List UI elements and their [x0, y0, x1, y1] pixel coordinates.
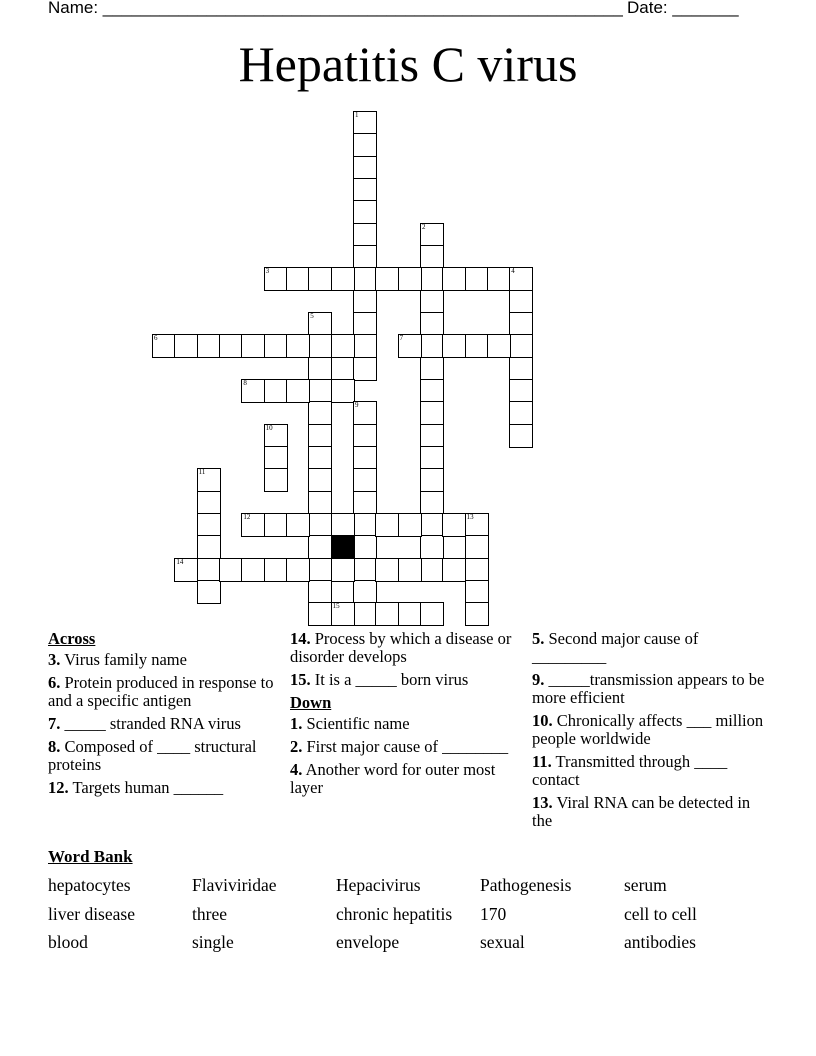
crossword-cell[interactable] [353, 334, 377, 358]
crossword-cell[interactable] [264, 446, 288, 470]
clue-number: 9 [354, 401, 359, 410]
crossword-cell[interactable] [353, 290, 377, 314]
word-bank-item: single [192, 932, 234, 952]
crossword-cell[interactable] [331, 513, 355, 537]
crossword-cell[interactable] [308, 446, 332, 470]
crossword-cell[interactable] [442, 513, 466, 537]
crossword-cell[interactable] [509, 424, 533, 448]
crossword-cell[interactable] [465, 558, 489, 582]
crossword-cell[interactable] [420, 468, 444, 492]
crossword-cell[interactable] [197, 334, 221, 358]
crossword-cell[interactable] [420, 401, 444, 425]
crossword-cell[interactable] [241, 513, 265, 537]
crossword-cell[interactable] [219, 334, 243, 358]
crossword-cell[interactable] [308, 401, 332, 425]
crossword-cell[interactable] [375, 267, 399, 291]
clue-down-13: 13. Viral RNA can be detected in the [532, 793, 751, 830]
crossword-cell[interactable] [264, 558, 288, 582]
crossword-cell[interactable] [509, 357, 533, 381]
word-bank-title: Word Bank [48, 847, 133, 866]
clue-across-7: 7. _____ stranded RNA virus [48, 714, 241, 733]
crossword-cell[interactable] [308, 580, 332, 604]
clue-down-5: 5. Second major cause of _________ [532, 629, 699, 666]
crossword-cell[interactable] [353, 111, 377, 135]
crossword-cell[interactable] [420, 223, 444, 247]
crossword-cell[interactable] [308, 357, 332, 381]
crossword-cell[interactable] [420, 267, 444, 291]
clue-number: 11 [198, 468, 206, 477]
crossword-cell[interactable] [353, 133, 377, 157]
crossword-cell[interactable] [487, 267, 511, 291]
crossword-cell[interactable] [241, 558, 265, 582]
crossword-cell[interactable] [420, 602, 444, 626]
word-bank-item: sexual [480, 932, 525, 952]
crossword-cell[interactable] [331, 267, 355, 291]
crossword-cell[interactable] [152, 334, 176, 358]
crossword-cell[interactable] [197, 513, 221, 537]
crossword-cell[interactable] [509, 334, 533, 358]
crossword-cell[interactable] [353, 200, 377, 224]
crossword-cell[interactable] [331, 602, 355, 626]
crossword-cell[interactable] [465, 580, 489, 604]
crossword-cell[interactable] [197, 468, 221, 492]
crossword-cell[interactable] [286, 513, 310, 537]
name-field[interactable]: Name: _______________________________________________________ [48, 0, 623, 17]
crossword-cell[interactable] [398, 334, 422, 358]
clue-across-3: 3. Virus family name [48, 650, 187, 669]
crossword-cell[interactable] [264, 513, 288, 537]
clue-across-15: 15. It is a _____ born virus [290, 670, 469, 689]
crossword-cell[interactable] [398, 267, 422, 291]
crossword-cell[interactable] [420, 379, 444, 403]
crossword-cell[interactable] [420, 357, 444, 381]
crossword-cell[interactable] [308, 491, 332, 515]
word-bank-item: cell to cell [624, 904, 697, 924]
clue-number: 13 [466, 512, 474, 521]
crossword-cell[interactable] [353, 401, 377, 425]
word-bank-item: hepatocytes [48, 875, 131, 895]
word-bank-item: Flaviviridae [192, 875, 277, 895]
crossword-cell[interactable] [465, 535, 489, 559]
clue-number: 7 [399, 334, 404, 343]
crossword-cell[interactable] [375, 513, 399, 537]
crossword-cell[interactable] [197, 558, 221, 582]
clue-number: 10 [265, 423, 273, 432]
crossword-cell[interactable] [331, 558, 355, 582]
crossword-cell[interactable] [509, 401, 533, 425]
across-heading: Across [48, 629, 96, 648]
crossword-cell[interactable] [308, 535, 332, 559]
crossword-cell[interactable] [197, 491, 221, 515]
crossword-cell[interactable] [308, 558, 332, 582]
clue-across-8: 8. Composed of ____ structural proteins [48, 737, 257, 774]
crossword-cell[interactable] [353, 156, 377, 180]
crossword-cell[interactable] [286, 267, 310, 291]
crossword-cell[interactable] [308, 468, 332, 492]
crossword-cell[interactable] [442, 267, 466, 291]
crossword-cell[interactable] [197, 580, 221, 604]
clue-down-11: 11. Transmitted through ____ contact [532, 752, 728, 789]
crossword-cell[interactable] [353, 535, 377, 559]
crossword-cell[interactable] [353, 357, 377, 381]
crossword-cell[interactable] [420, 446, 444, 470]
crossword-cell[interactable] [465, 602, 489, 626]
clue-number: 14 [176, 557, 184, 566]
crossword-cell[interactable] [509, 379, 533, 403]
crossword-cell[interactable] [420, 312, 444, 336]
crossword-cell[interactable] [509, 312, 533, 336]
crossword-cell[interactable] [308, 334, 332, 358]
clue-down-2: 2. First major cause of ________ [290, 737, 509, 756]
crossword-cell[interactable] [398, 558, 422, 582]
crossword-cell[interactable] [264, 424, 288, 448]
crossword-cell[interactable] [331, 379, 355, 403]
crossword-cell[interactable] [509, 267, 533, 291]
crossword-cell[interactable] [197, 535, 221, 559]
clue-number: 5 [310, 311, 314, 320]
word-bank-item: Hepacivirus [336, 875, 421, 895]
date-field[interactable]: Date: _______ [627, 0, 739, 17]
crossword-cell[interactable] [353, 602, 377, 626]
clue-number: 15 [332, 602, 340, 611]
clue-column-1 [48, 630, 288, 802]
clue-down-9: 9. _____transmission appears to be more efficient [532, 670, 765, 707]
crossword-cell[interactable] [286, 379, 310, 403]
word-bank-item: liver disease [48, 904, 135, 924]
clue-down-4: 4. Another word for outer most layer [290, 760, 496, 797]
crossword-cell[interactable] [353, 580, 377, 604]
clue-number: 2 [421, 222, 426, 231]
crossword-cell[interactable] [308, 513, 332, 537]
down-heading: Down [290, 693, 332, 712]
crossword-cell[interactable] [241, 379, 265, 403]
word-bank-item: Pathogenesis [480, 875, 572, 895]
crossword-cell[interactable] [308, 424, 332, 448]
crossword-cell[interactable] [420, 424, 444, 448]
crossword-cell[interactable] [420, 334, 444, 358]
crossword-cell[interactable] [398, 513, 422, 537]
crossword-cell[interactable] [353, 267, 377, 291]
clue-number: 1 [354, 111, 359, 119]
clue-down-1: 1. Scientific name [290, 714, 410, 733]
clue-across-12: 12. Targets human ______ [48, 778, 224, 797]
crossword-cell[interactable] [174, 558, 198, 582]
crossword-cell[interactable] [353, 178, 377, 202]
crossword-cell[interactable] [442, 334, 466, 358]
crossword-cell[interactable] [353, 245, 377, 269]
crossword-cell[interactable] [465, 513, 489, 537]
crossword-cell[interactable] [241, 334, 265, 358]
crossword-cell[interactable] [264, 468, 288, 492]
crossword-cell[interactable] [375, 602, 399, 626]
crossword-cell[interactable] [465, 267, 489, 291]
crossword-cell[interactable] [420, 245, 444, 269]
clue-column-3 [532, 630, 772, 835]
word-bank-item: envelope [336, 932, 400, 952]
crossword-cell[interactable] [353, 446, 377, 470]
crossword-cell[interactable] [420, 513, 444, 537]
crossword-cell[interactable] [308, 312, 332, 336]
crossword-cell[interactable] [420, 290, 444, 314]
crossword-cell[interactable] [353, 491, 377, 515]
crossword-cell[interactable] [353, 312, 377, 336]
crossword-cell[interactable] [264, 267, 288, 291]
crossword-cell[interactable] [509, 290, 533, 314]
crossword-cell[interactable] [286, 334, 310, 358]
word-bank-item: 170 [480, 904, 507, 924]
clue-across-6: 6. Protein produced in response to and a specific antigen [48, 673, 274, 710]
crossword-cell[interactable] [353, 513, 377, 537]
crossword-cell[interactable] [353, 424, 377, 448]
clue-number: 8 [243, 378, 247, 387]
crossword-cell[interactable] [174, 334, 198, 358]
crossword-cell[interactable] [308, 267, 332, 291]
word-bank-item: three [192, 904, 227, 924]
crossword-cell[interactable] [487, 334, 511, 358]
crossword-blocked-cell [331, 535, 355, 559]
crossword-cell[interactable] [331, 334, 355, 358]
clue-number: 3 [265, 267, 270, 276]
page-title: Hepatitis C virus [238, 36, 578, 92]
word-bank-item: antibodies [624, 932, 696, 952]
clue-column-2 [290, 630, 530, 802]
crossword-cell[interactable] [219, 558, 243, 582]
clue-number: 12 [243, 512, 251, 521]
crossword-cell[interactable] [353, 468, 377, 492]
word-bank-item: blood [48, 932, 88, 952]
crossword-cell[interactable] [420, 535, 444, 559]
crossword-cell[interactable] [465, 334, 489, 358]
crossword-cell[interactable] [353, 558, 377, 582]
crossword-cell[interactable] [442, 558, 466, 582]
clue-number: 6 [154, 334, 158, 343]
crossword-cell[interactable] [264, 379, 288, 403]
crossword-cell[interactable] [353, 223, 377, 247]
crossword-cell[interactable] [286, 558, 310, 582]
crossword-cell[interactable] [375, 558, 399, 582]
word-bank-item: serum [624, 875, 667, 895]
crossword-cell[interactable] [398, 602, 422, 626]
crossword-cell[interactable] [308, 379, 332, 403]
clue-across-14: 14. Process by which a disease or disorder develops [290, 629, 512, 666]
word-bank-item: chronic hepatitis [336, 904, 453, 924]
crossword-cell[interactable] [308, 602, 332, 626]
clue-down-10: 10. Chronically affects ___ million people worldwide [532, 711, 764, 748]
crossword-cell[interactable] [264, 334, 288, 358]
clue-number: 4 [511, 267, 515, 276]
crossword-cell[interactable] [420, 558, 444, 582]
crossword-cell[interactable] [420, 491, 444, 515]
